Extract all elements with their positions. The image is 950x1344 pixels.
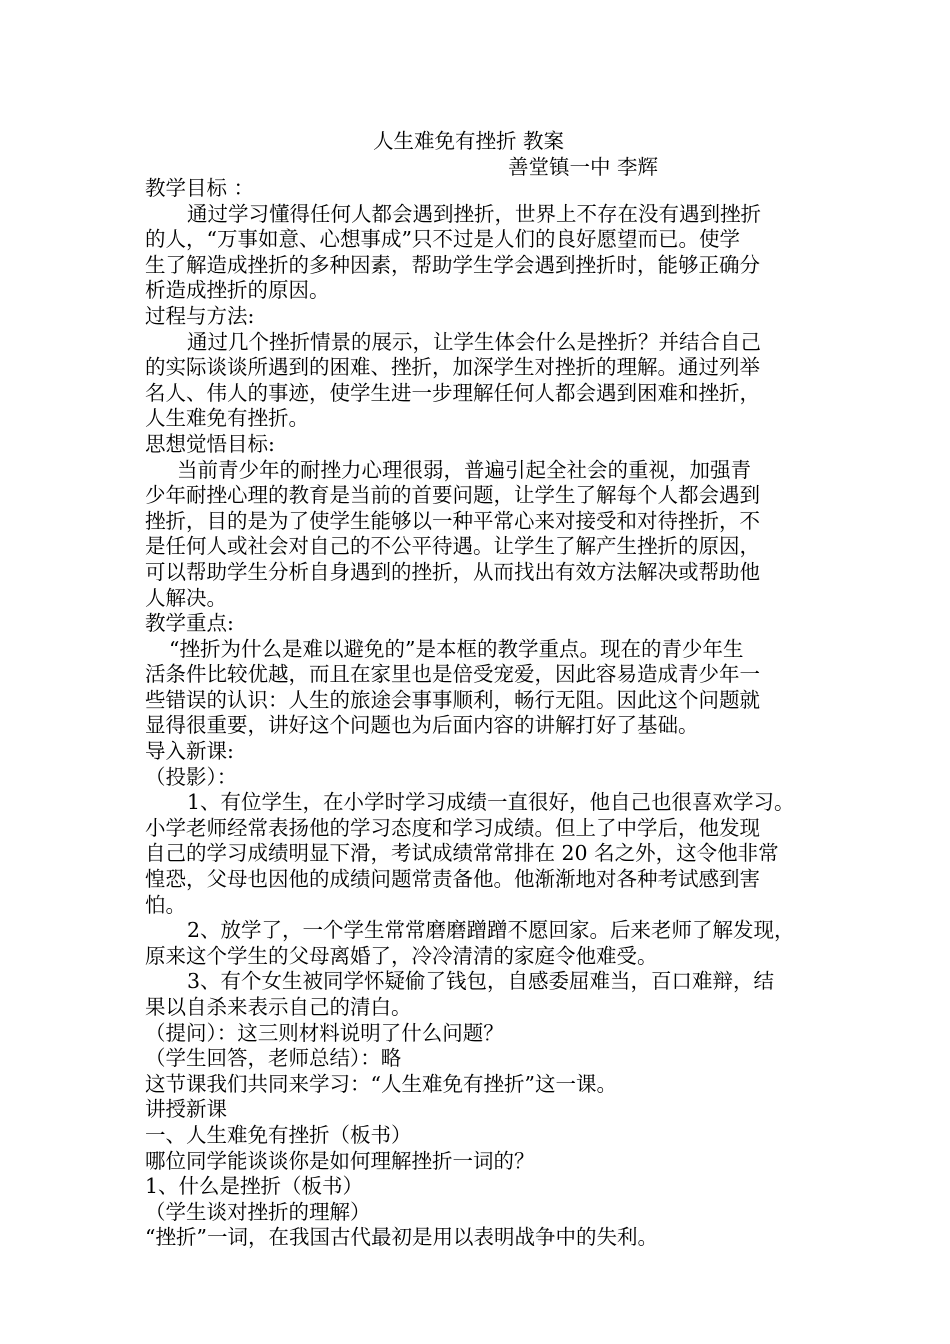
paragraph-line: 显得很重要，讲好这个问题也为后面内容的讲解打好了基础。 bbox=[145, 713, 699, 738]
paragraph-line: 些错误的认识：人生的旅途会事事顺利，畅行无阻。因此这个问题就 bbox=[145, 687, 760, 712]
paragraph-line: 活条件比较优越，而且在家里也是倍受宠爱，因此容易造成青少年一 bbox=[145, 662, 760, 687]
case-2-line: 原来这个学生的父母离婚了，冷冷清清的家庭令他难受。 bbox=[145, 943, 658, 968]
paragraph-line: 生了解造成挫折的多种因素，帮助学生学会遇到挫折时，能够正确分 bbox=[145, 252, 760, 277]
lesson-topic-line: 这节课我们共同来学习：“人生难免有挫折”这一课。 bbox=[145, 1071, 617, 1096]
paragraph-line: 通过学习懂得任何人都会遇到挫折，世界上不存在没有遇到挫折 bbox=[187, 201, 761, 226]
section-heading-key-points: 教学重点: bbox=[145, 611, 234, 636]
case-3-line: 果以自杀来表示自己的清白。 bbox=[145, 995, 412, 1019]
paragraph-line: 可以帮助学生分析自身遇到的挫折，从而找出有效方法解决或帮助他 bbox=[145, 559, 760, 584]
paragraph-line: 当前青少年的耐挫力心理很弱，普遍引起全社会的重视，加强青 bbox=[177, 457, 751, 482]
paragraph-line: 哪位同学能谈谈你是如何理解挫折一词的？ bbox=[145, 1148, 535, 1173]
subheading-line: 1、什么是挫折（板书） bbox=[145, 1174, 364, 1199]
paragraph-line: 的人，“万事如意、心想事成”只不过是人们的良好愿望而已。使学 bbox=[145, 227, 740, 252]
paragraph-line: 少年耐挫心理的教育是当前的首要问题，让学生了解每个人都会遇到 bbox=[145, 483, 760, 508]
section-heading-new-lesson: 讲授新课 bbox=[145, 1097, 227, 1122]
paragraph-line: （学生谈对挫折的理解） bbox=[145, 1199, 371, 1224]
section-heading-process: 过程与方法: bbox=[145, 303, 255, 328]
paragraph-line: 名人、伟人的事迹，使学生进一步理解任何人都会遇到困难和挫折， bbox=[145, 380, 760, 405]
case-2-line: 2、放学了，一个学生常常磨磨蹭蹭不愿回家。后来老师了解发现， bbox=[187, 918, 795, 943]
paragraph-line: 人生难免有挫折。 bbox=[145, 406, 309, 431]
document-title: 人生难免有挫折 教案 bbox=[373, 129, 565, 153]
section-heading-ideology: 思想觉悟目标: bbox=[145, 431, 275, 456]
case-1-line: 1、有位学生，在小学时学习成绩一直很好，他自己也很喜欢学习。 bbox=[187, 790, 795, 815]
projection-label: （投影）： bbox=[145, 764, 238, 789]
case-1-line: 惶恐，父母也因他的成绩问题常责备他。他渐渐地对各种考试感到害 bbox=[145, 867, 760, 892]
paragraph-line: 通过几个挫折情景的展示，让学生体会什么是挫折？并结合自己 bbox=[187, 329, 761, 354]
paragraph-line: “挫折为什么是难以避免的”是本框的教学重点。现在的青少年生 bbox=[169, 636, 744, 661]
paragraph-line: “挫折”一词，在我国古代最初是用以表明战争中的失利。 bbox=[145, 1225, 658, 1250]
paragraph-line: 人解决。 bbox=[145, 585, 227, 610]
case-1-line: 小学老师经常表扬他的学习态度和学习成绩。但上了中学后，他发现 bbox=[145, 815, 760, 840]
paragraph-line: 是任何人或社会对自己的不公平待遇。让学生了解产生挫折的原因， bbox=[145, 534, 760, 559]
document-body bbox=[145, 176, 813, 1251]
question-line: （提问）：这三则材料说明了什么问题？ bbox=[145, 1020, 504, 1045]
answer-line: （学生回答，老师总结）：略 bbox=[145, 1046, 402, 1071]
section-heading-objectives: 教学目标 ： bbox=[145, 176, 255, 200]
paragraph-line: 挫折，目的是为了使学生能够以一种平常心来对接受和对待挫折，不 bbox=[145, 508, 760, 533]
paragraph-line: 的实际谈谈所遇到的困难、挫折，加深学生对挫折的理解。通过列举 bbox=[145, 355, 760, 380]
subheading-line: 一、人生难免有挫折（板书） bbox=[145, 1122, 412, 1147]
case-1-line: 怕。 bbox=[145, 892, 186, 917]
case-1-line: 自己的学习成绩明显下滑，考试成绩常常排在 20 名之外，这令他非常 bbox=[145, 841, 779, 866]
case-3-line: 3、有个女生被同学怀疑偷了钱包，自感委屈难当，百口难辩，结 bbox=[187, 969, 775, 994]
paragraph-line: 析造成挫折的原因。 bbox=[145, 278, 330, 303]
section-heading-introduction: 导入新课: bbox=[145, 739, 234, 764]
document-author: 善堂镇一中 李辉 bbox=[508, 155, 659, 179]
